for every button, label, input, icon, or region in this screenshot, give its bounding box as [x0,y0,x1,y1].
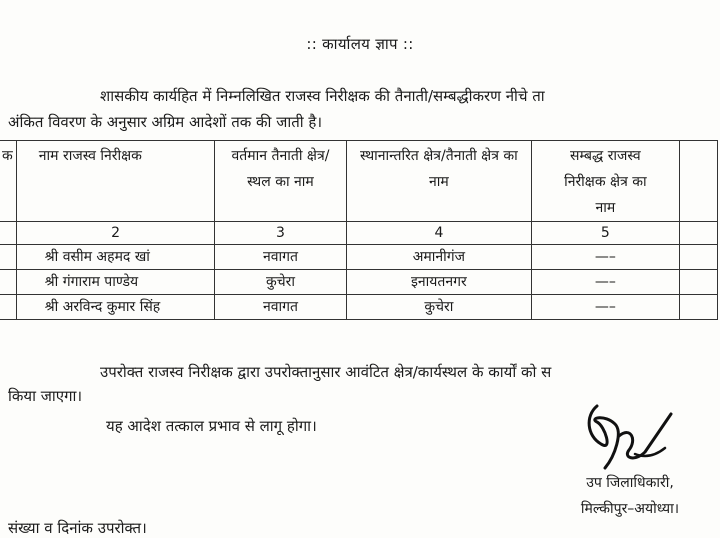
col-number: 2 [16,222,215,245]
col-number [0,222,16,245]
intro-line-1: शासकीय कार्यहित में निम्नलिखित राजस्व निरीक्षक की तैनाती/सम्बद्धीकरण नीचे ता [100,87,545,105]
body-line-1: उपरोक्त राजस्व निरीक्षक द्वारा उपरोक्तानुसार आवंटित क्षेत्र/कार्यस्थल के कार्यों को स [100,363,552,381]
memo-title: :: कार्यालय ज्ञाप :: [306,35,414,53]
inspector-name-cell: श्री अरविन्द कुमार सिंह [16,295,215,320]
extra-cell [679,245,717,270]
serial-cell [0,270,16,295]
signatory-place: मिल्कीपुर–अयोध्या। [580,501,680,517]
current-posting-cell: नवागत [215,245,346,270]
inspector-name-cell: श्री गंगाराम पाण्डेय [16,270,215,295]
col-header-name: नाम राजस्व निरीक्षक [16,141,215,222]
attached-area-cell: —– [532,245,679,270]
col-number: 4 [346,222,532,245]
table-header-row [0,141,718,222]
handwritten-signature [575,396,695,476]
transfer-area-cell: इनायतनगर [346,270,532,295]
body-line-2: किया जाएगा। [8,387,83,405]
table-row [0,295,718,320]
attached-area-cell: —– [532,270,679,295]
table-row [0,270,718,295]
column-number-row [0,222,718,245]
col-number: 3 [215,222,346,245]
signatory-block [545,470,715,522]
current-posting-cell: कुचेरा [215,270,346,295]
intro-line-2: अंकित विवरण के अनुसार अग्रिम आदेशों तक की जाती है। [8,113,323,131]
col-header-attached: सम्बद्ध राजस्व निरीक्षक क्षेत्र का नाम [532,141,679,222]
serial-cell [0,245,16,270]
col-number [679,222,717,245]
footer-reference: संख्या व दिनांक उपरोक्त। [8,519,147,537]
transfer-area-cell: अमानीगंज [346,245,532,270]
col-header-current: वर्तमान तैनाती क्षेत्र/ स्थल का नाम [215,141,346,222]
serial-cell [0,295,16,320]
current-posting-cell: नवागत [215,295,346,320]
extra-cell [679,295,717,320]
col-header-serial: क [0,141,16,222]
extra-cell [679,270,717,295]
posting-table [0,140,718,320]
col-header-transfer: स्थानान्तरित क्षेत्र/तैनाती क्षेत्र का नाम [346,141,532,222]
col-number: 5 [532,222,679,245]
effect-line: यह आदेश तत्काल प्रभाव से लागू होगा। [106,417,317,435]
inspector-name-cell: श्री वसीम अहमद खां [16,245,215,270]
signatory-title: उप जिलाधिकारी, [586,475,674,491]
transfer-area-cell: कुचेरा [346,295,532,320]
table-row [0,245,718,270]
attached-area-cell: —– [532,295,679,320]
col-header-extra [679,141,717,222]
